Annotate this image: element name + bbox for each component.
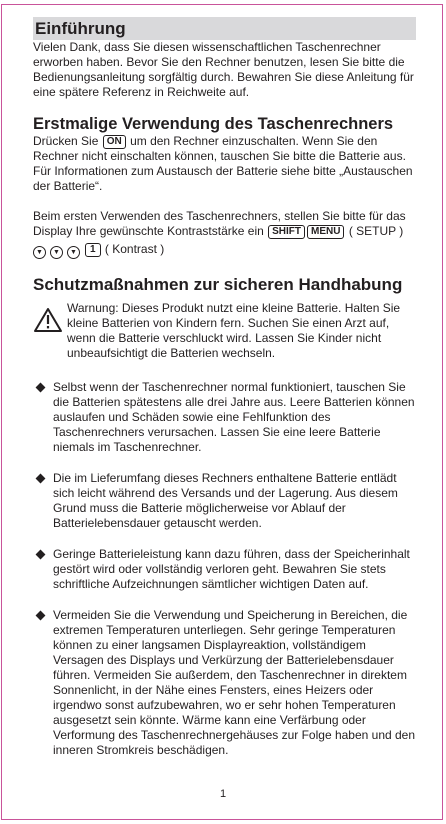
diamond-bullet-icon [36, 550, 46, 560]
bullet-text: Vermeiden Sie die Verwendung und Speicherung in Bereichen, die extremen Temperaturen unterliegen. Sehr geringe Temperaturen können zu einer langsamen Displayreaktion, vollständigem Versagen des Displays und Verkürzung der Batterielebensdauer führen. Vermeiden Sie außerdem, den Taschenrechner in direktem Sonnenlicht, in der Nähe eines Fensters, eines Heizers oder irgendwo sonst aufzubewahren, wo er sehr hohen Temperaturen ausgesetzt sein könnte. Wärme kann eine Verfärbung oder Verformung des Taschenrechnergehäuses zur Folge haben und den inneren Stromkreis beschädigen. [53, 608, 416, 757]
intro-text: Vielen Dank, dass Sie diesen wissenschaftlichen Taschenrechner erworben haben. Bevor Sie den Rechner benutzen, lesen Sie bitte die Bedienungsanleitung sorgfältig durch. Bewahren Sie diese Anleitung für eine spätere Referenz in Reichweite auf. [33, 40, 414, 99]
safety-bullet-list [33, 380, 416, 758]
first-use-paragraph-2 [33, 209, 416, 259]
manual-page [33, 17, 416, 758]
list-item [33, 380, 416, 455]
intro-heading: Einführung [33, 17, 416, 40]
down-arrow-circle-icon: ▼ [33, 246, 46, 259]
first-use-paragraph-1 [33, 134, 416, 194]
down-arrow-circle-icon: ▼ [50, 246, 63, 259]
on-key: ON [103, 135, 126, 149]
key-sequence [33, 242, 164, 259]
bullet-text: Die im Lieferumfang dieses Rechners enthaltene Batterie entlädt sich leicht während des Versands und der Lagerung. Aus diesem Grund muss die Batterie möglicherweise vor Ablauf der Batterielebensdauer getauscht werden. [53, 471, 398, 530]
one-key: 1 [85, 243, 101, 257]
bullet-text: Geringe Batterieleistung kann dazu führen, dass der Speicherinhalt gestört wird oder vollständig verloren geht. Bewahren Sie stets schriftliche Aufzeichnungen sämtlicher wichtigen Daten auf. [53, 547, 410, 591]
shift-key: SHIFT [268, 225, 305, 239]
bullet-text: Selbst wenn der Taschenrechner normal funktioniert, tauschen Sie die Batterien spätestens alle drei Jahre aus. Leere Batterien können auslaufen und Schäden sowie eine Fehlfunktion des Taschenrechners verursachen. Lassen Sie eine leere Batterie niemals im Taschenrechner. [53, 380, 415, 454]
diamond-bullet-icon [36, 383, 46, 393]
contrast-label: ( Kontrast ) [104, 242, 165, 256]
safety-heading: Schutzmaßnahmen zur sicheren Handhabung [33, 275, 403, 294]
diamond-bullet-icon [36, 474, 46, 484]
p1-after-text: um den Rechner einzuschalten. Wenn Sie den Rechner nicht einschalten können, tauschen Sie bitte die Batterie aus. Für Informationen zum Austausch der Batterie siehe bitte „Austauschen der Batterie“. [33, 134, 413, 193]
list-item [33, 608, 416, 758]
first-use-heading: Erstmalige Verwendung des Taschenrechners [33, 115, 394, 133]
down-arrow-circle-icon: ▼ [67, 246, 80, 259]
setup-label: ( SETUP ) [348, 224, 404, 238]
diamond-bullet-icon [36, 611, 46, 621]
p1-before-text: Drücken Sie [33, 134, 99, 148]
warning-text: Warnung: Dieses Produkt nutzt eine kleine Batterie. Halten Sie kleine Batterien von Kindern fern. Suchen Sie einen Arzt auf, wenn die Batterie verschluckt wird. Lassen Sie Kinder nicht unbeaufsichtigt die Batterien wechseln. [67, 301, 401, 360]
p2-text: Beim ersten Verwenden des Taschenrechners, stellen Sie bitte für das Display Ihre gewünschte Kontraststärke ein [33, 209, 406, 238]
page-number: 1 [219, 788, 227, 800]
list-item [33, 547, 416, 592]
warning-triangle-icon [33, 301, 67, 361]
warning-block [33, 301, 416, 361]
list-item [33, 471, 416, 531]
menu-key: MENU [307, 225, 344, 239]
